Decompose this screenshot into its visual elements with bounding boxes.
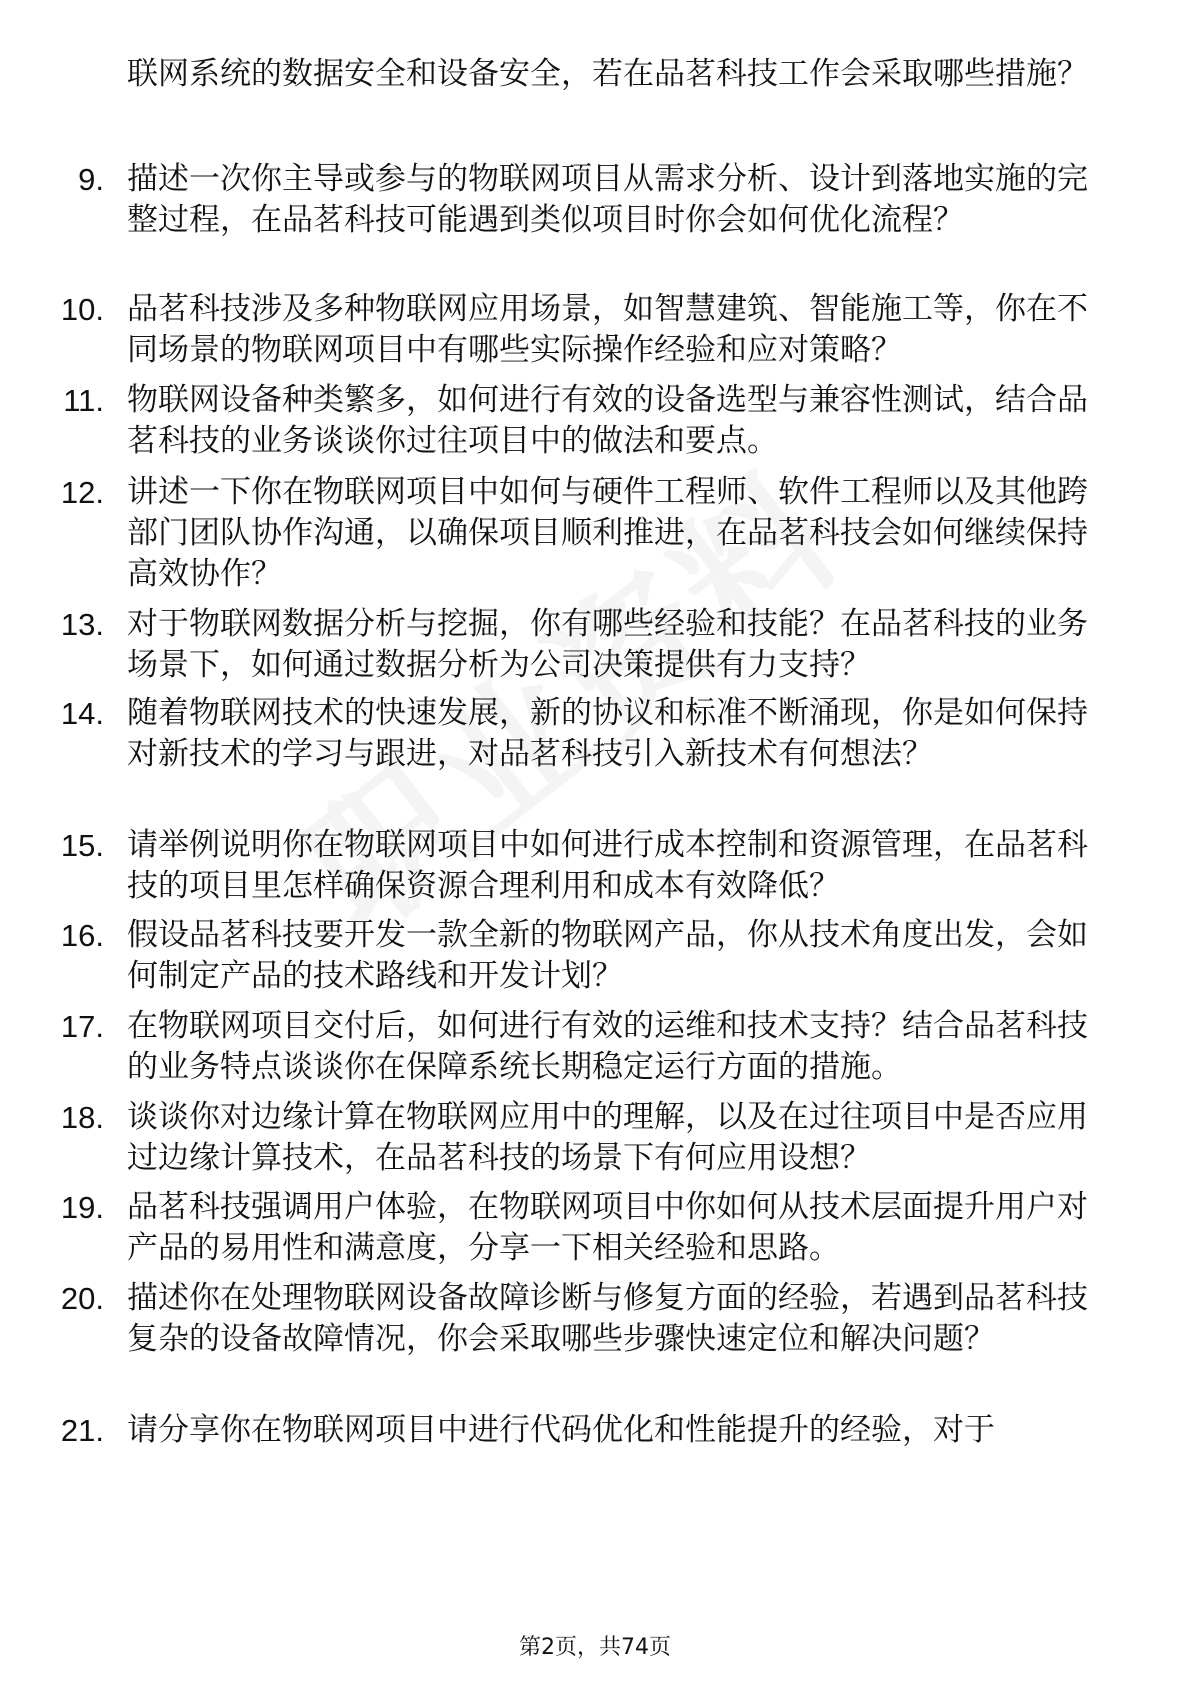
item-text: 品茗科技涉及多种物联网应用场景，如智慧建筑、智能施工等，你在不同场景的物联网项目中有哪些实际操作经验和应对策略？ [127, 291, 1088, 368]
item-number: 14. [60, 696, 104, 731]
item-text: 品茗科技强调用户体验，在物联网项目中你如何从技术层面提升用户对产品的易用性和满意度，分享一下相关经验和思路。 [127, 1189, 1088, 1266]
continued-question-text: 联网系统的数据安全和设备安全，若在品茗科技工作会采取哪些措施？ [127, 56, 1088, 92]
item-number: 11. [63, 383, 104, 418]
item-text: 谈谈你对边缘计算在物联网应用中的理解，以及在过往项目中是否应用过边缘计算技术，在品茗科技的场景下有何应用设想？ [127, 1099, 1088, 1176]
item-text: 假设品茗科技要开发一款全新的物联网产品，你从技术角度出发，会如何制定产品的技术路线和开发计划？ [127, 917, 1088, 994]
item-number: 10. [60, 292, 104, 327]
item-text: 请举例说明你在物联网项目中如何进行成本控制和资源管理，在品茗科技的项目里怎样确保资源合理利用和成本有效降低？ [127, 827, 1088, 904]
item-text: 描述你在处理物联网设备故障诊断与修复方面的经验，若遇到品茗科技复杂的设备故障情况，你会采取哪些步骤快速定位和解决问题？ [127, 1280, 1088, 1357]
page-footer: 第2页，共74页 [519, 1635, 671, 1660]
item-number: 9. [78, 162, 104, 197]
item-number: 17. [60, 1009, 104, 1044]
item-number: 20. [60, 1281, 104, 1316]
item-number: 12. [60, 475, 104, 510]
item-number: 15. [60, 828, 104, 863]
item-text: 讲述一下你在物联网项目中如何与硬件工程师、软件工程师以及其他跨部门团队协作沟通，以确保项目顺利推进，在品茗科技会如何继续保持高效协作？ [127, 474, 1088, 592]
item-text: 对于物联网数据分析与挖掘，你有哪些经验和技能？在品茗科技的业务场景下，如何通过数据分析为公司决策提供有力支持？ [127, 606, 1088, 683]
item-number: 18. [60, 1100, 104, 1135]
item-text: 在物联网项目交付后，如何进行有效的运维和技术支持？结合品茗科技的业务特点谈谈你在保障系统长期稳定运行方面的措施。 [127, 1008, 1088, 1085]
item-text: 描述一次你主导或参与的物联网项目从需求分析、设计到落地实施的完整过程，在品茗科技可能遇到类似项目时你会如何优化流程？ [127, 161, 1088, 238]
item-number: 16. [60, 918, 104, 953]
item-number: 13. [60, 607, 104, 642]
item-text: 物联网设备种类繁多，如何进行有效的设备选型与兼容性测试，结合品茗科技的业务谈谈你过往项目中的做法和要点。 [127, 382, 1088, 459]
item-number: 19. [60, 1190, 104, 1225]
item-text: 请分享你在物联网项目中进行代码优化和性能提升的经验，对于 [127, 1412, 995, 1448]
item-number: 21. [60, 1413, 104, 1448]
item-text: 随着物联网技术的快速发展，新的协议和标准不断涌现，你是如何保持对新技术的学习与跟进，对品茗科技引入新技术有何想法？ [127, 695, 1088, 772]
